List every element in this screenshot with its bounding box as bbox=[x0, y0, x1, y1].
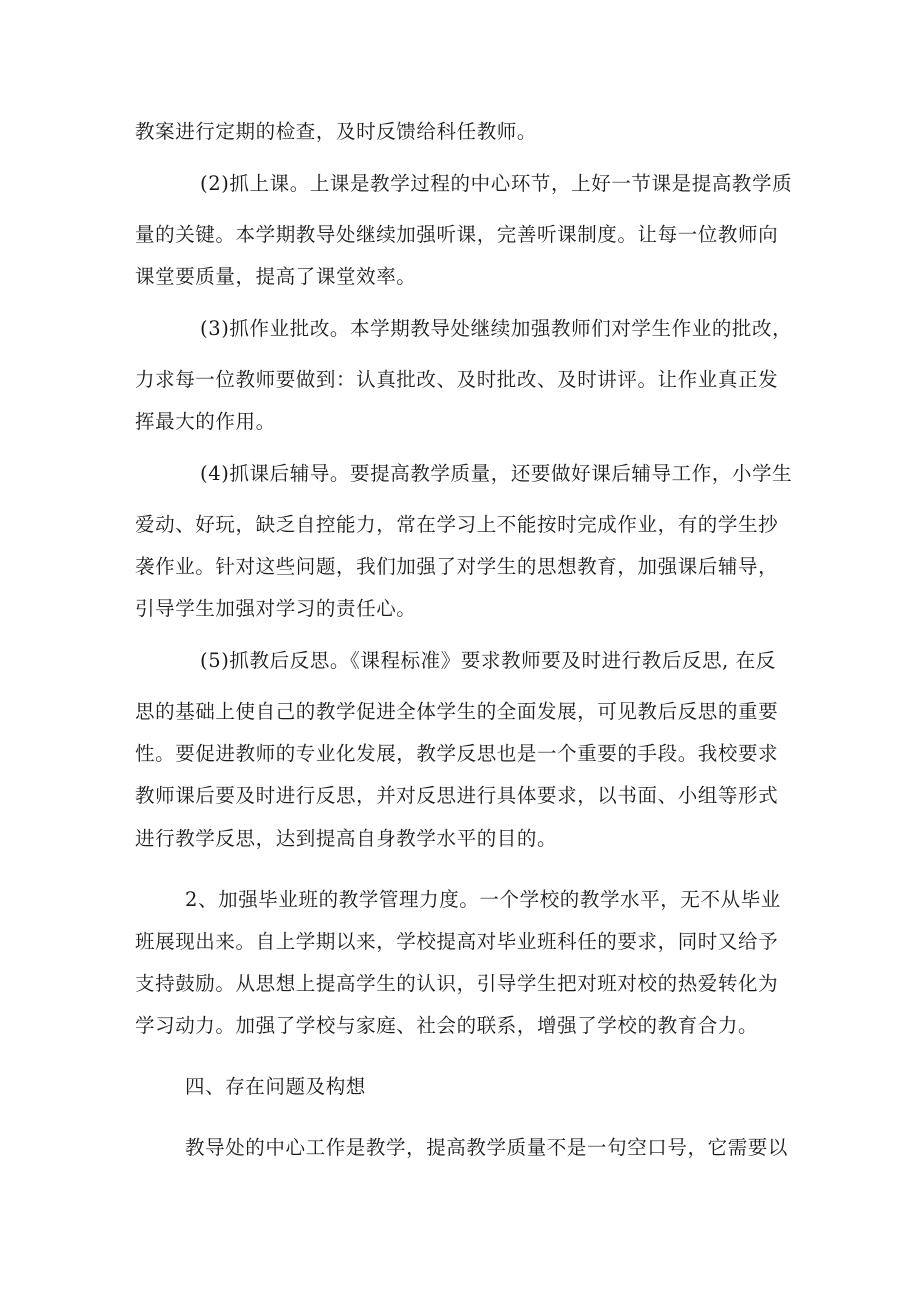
text-line: (3)抓作业批改。本学期教导处继续加强教师们对学生作业的批改， bbox=[200, 317, 793, 340]
text-line: 教案进行定期的检查，及时反馈给科任教师。 bbox=[135, 120, 538, 143]
text-line: 班展现出来。自上学期以来，学校提高对毕业班科任的要求，同时又给予 bbox=[135, 930, 779, 953]
text-line: 教导处的中心工作是教学，提高教学质量不是一句空口号，它需要以 bbox=[185, 1136, 789, 1159]
text-line: 支持鼓励。从思想上提高学生的认识，引导学生把对班对校的热爱转化为 bbox=[135, 972, 779, 995]
text-line: 爱动、好玩，缺乏自控能力，常在学习上不能按时完成作业，有的学生抄 bbox=[135, 513, 779, 536]
text-line: 袭作业。针对这些问题，我们加强了对学生的思想教育，加强课后辅导， bbox=[135, 555, 779, 578]
text-line: (4)抓课后辅导。要提高教学质量，还要做好课后辅导工作，小学生 bbox=[200, 462, 793, 485]
text-line: 引导学生加强对学习的责任心。 bbox=[135, 597, 417, 620]
text-line: 挥最大的作用。 bbox=[135, 410, 276, 433]
text-line: 2、加强毕业班的教学管理力度。一个学校的教学水平，无不从毕业 bbox=[185, 888, 781, 911]
text-line: 量的关键。本学期教导处继续加强听课，完善听课制度。让每一位教师向 bbox=[135, 223, 779, 246]
text-line: (5)抓教后反思。《课程标准》要求教师要及时进行教后反思, 在反 bbox=[200, 649, 776, 672]
text-line: 课堂要质量，提高了课堂效率。 bbox=[135, 265, 417, 288]
text-line: 学习动力。加强了学校与家庭、社会的联系，增强了学校的教育合力。 bbox=[135, 1014, 759, 1037]
text-line: 教师课后要及时进行反思，并对反思进行具体要求，以书面、小组等形式 bbox=[135, 784, 779, 807]
text-line: 思的基础上使自己的教学促进全体学生的全面发展，可见教后反思的重要 bbox=[135, 700, 779, 723]
text-line: 力求每一位教师要做到：认真批改、及时批改、及时讲评。让作业真正发 bbox=[135, 368, 779, 391]
text-line: 性。要促进教师的专业化发展，教学反思也是一个重要的手段。我校要求 bbox=[135, 742, 779, 765]
section-heading: 四、存在问题及构想 bbox=[185, 1075, 366, 1098]
text-line: (2)抓上课。上课是教学过程的中心环节，上好一节课是提高教学质 bbox=[200, 172, 793, 195]
text-line: 进行教学反思，达到提高自身教学水平的目的。 bbox=[135, 827, 558, 850]
